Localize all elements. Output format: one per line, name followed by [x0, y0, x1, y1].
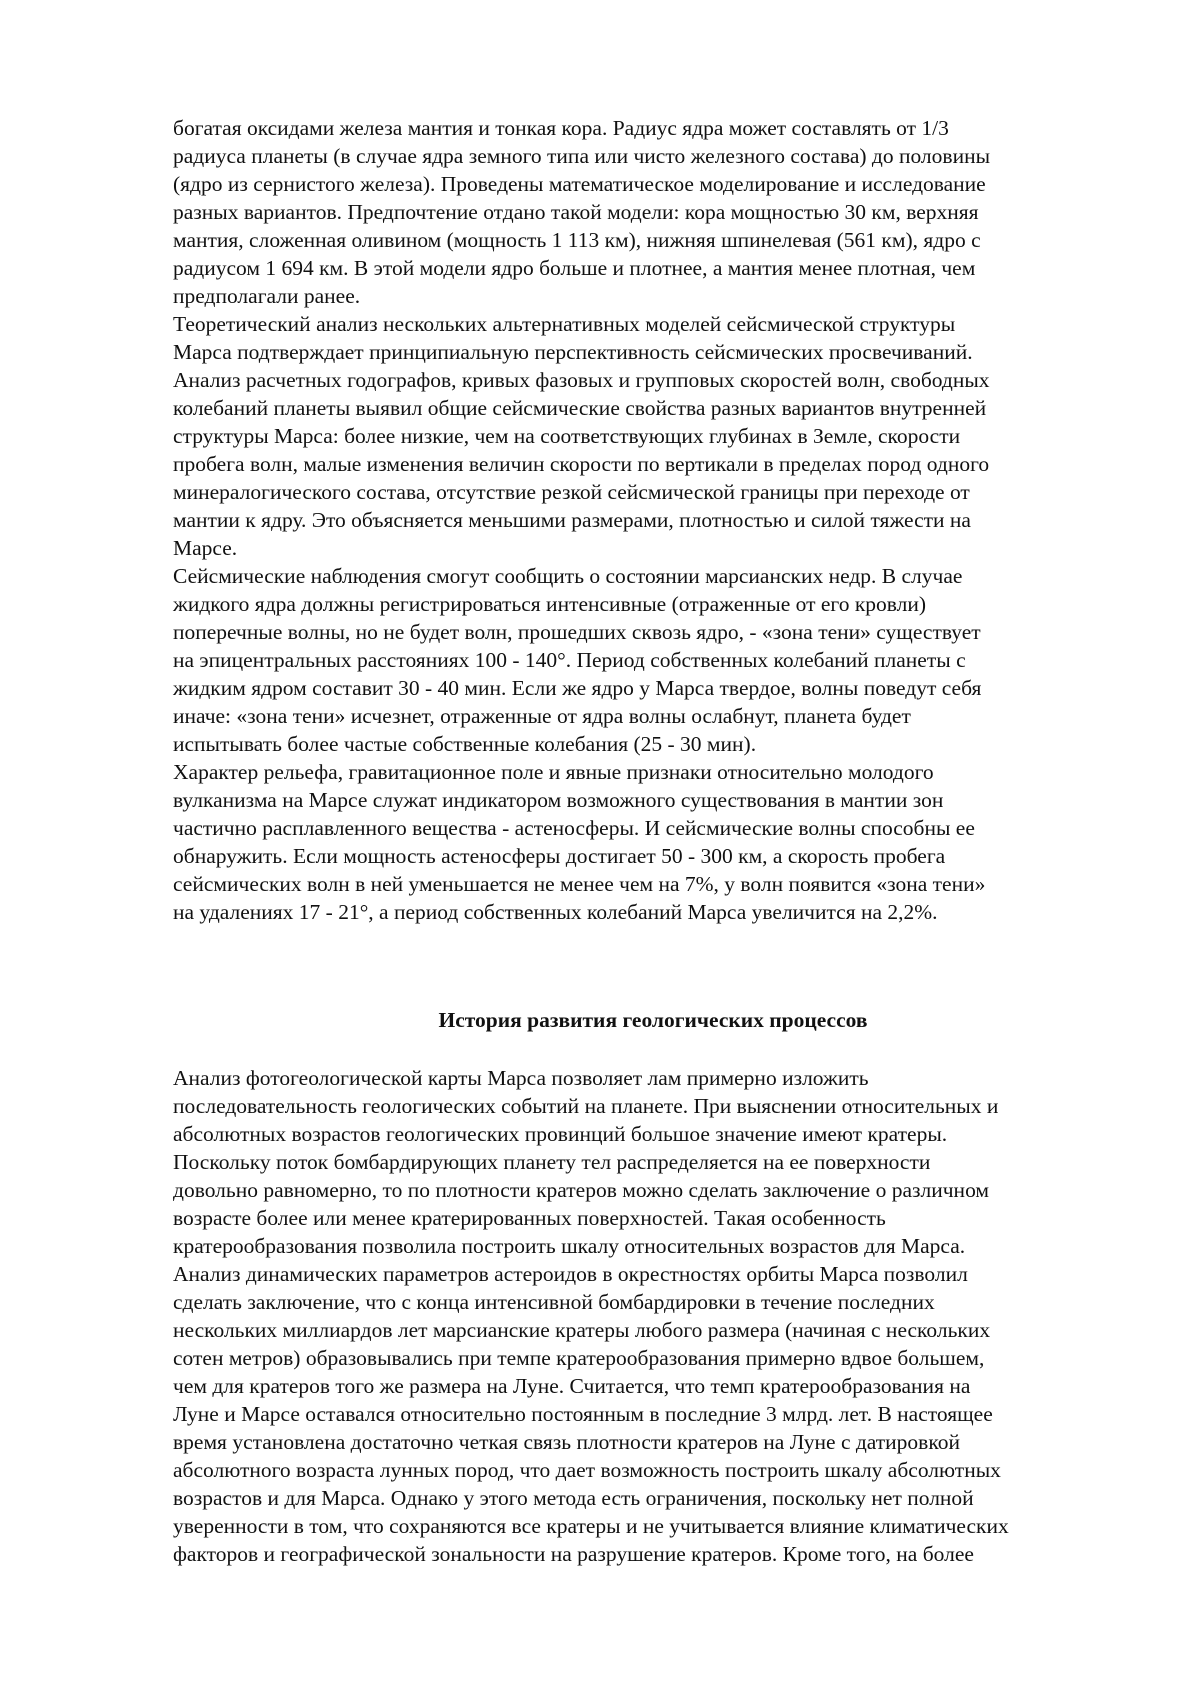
text-line: радиуса планеты (в случае ядра земного типа или чисто железного состава) до половины [173, 144, 991, 168]
text-line: Марсе. [173, 536, 238, 560]
text-line: Анализ фотогеологической карты Марса позволяет лам примерно изложить [173, 1066, 869, 1090]
text-line: сделать заключение, что с конца интенсивной бомбардировки в течение последних [173, 1290, 935, 1314]
text-line: на эпицентральных расстояниях 100 - 140°. Период собственных колебаний планеты с [173, 648, 966, 672]
text-line: жидким ядром составит 30 - 40 мин. Если же ядро у Марса твердое, волны поведут себя [173, 676, 982, 700]
text-line: (ядро из сернистого железа). Проведены математическое моделирование и исследование [173, 172, 986, 196]
text-line: уверенности в том, что сохраняются все кратеры и не учитывается влияние климатических [173, 1514, 1009, 1538]
text-line: частично расплавленного вещества - астеносферы. И сейсмические волны способны ее [173, 816, 975, 840]
text-line: Анализ расчетных годографов, кривых фазовых и групповых скоростей волн, свободных [173, 368, 990, 392]
text-line: Луне и Марсе оставался относительно постоянным в последние 3 млрд. лет. В настоящее [173, 1402, 993, 1426]
text-line: абсолютных возрастов геологических провинций большое значение имеют кратеры. [173, 1122, 948, 1146]
text-line: довольно равномерно, то по плотности кратеров можно сделать заключение о различном [173, 1178, 990, 1202]
text-line: чем для кратеров того же размера на Луне. Считается, что темп кратерообразования на [173, 1374, 971, 1398]
text-line: минералогического состава, отсутствие резкой сейсмической границы при переходе от [173, 480, 970, 504]
text-line: пробега волн, малые изменения величин скорости по вертикали в пределах пород одного [173, 452, 990, 476]
text-line: Характер рельефа, гравитационное поле и явные признаки относительно молодого [173, 760, 934, 784]
text-line: мантии к ядру. Это объясняется меньшими размерами, плотностью и силой тяжести на [173, 508, 971, 532]
text-line: структуры Марса: более низкие, чем на соответствующих глубинах в Земле, скорости [173, 424, 961, 448]
text-line: мантия, сложенная оливином (мощность 1 113 км), нижняя шпинелевая (561 км), ядро с [173, 228, 981, 252]
text-line: кратерообразования позволила построить шкалу относительных возрастов для Марса. [173, 1234, 966, 1258]
text-line: факторов и географической зональности на разрушение кратеров. Кроме того, на более [173, 1542, 974, 1566]
text-line: разных вариантов. Предпочтение отдано такой модели: кора мощностью 30 км, верхняя [173, 200, 979, 224]
text-line: иначе: «зона тени» исчезнет, отраженные от ядра волны ослабнут, планета будет [173, 704, 911, 728]
text-line: на удалениях 17 - 21°, а период собственных колебаний Марса увеличится на 2,2%. [173, 900, 938, 924]
text-line: Поскольку поток бомбардирующих планету тел распределяется на ее поверхности [173, 1150, 931, 1174]
text-line: возрастов и для Марса. Однако у этого метода есть ограничения, поскольку нет полной [173, 1486, 974, 1510]
text-line: последовательность геологических событий на планете. При выяснении относительных и [173, 1094, 999, 1118]
text-line: сейсмических волн в ней уменьшается не менее чем на 7%, у волн появится «зона тени» [173, 872, 986, 896]
text-line: время установлена достаточно четкая связь плотности кратеров на Луне с датировкой [173, 1430, 960, 1454]
text-section-geologic-history [173, 1064, 1133, 1568]
text-line: сотен метров) образовывались при темпе кратерообразования примерно вдвое большем, [173, 1346, 985, 1370]
text-line: колебаний планеты выявил общие сейсмические свойства разных вариантов внутренней [173, 396, 987, 420]
section-heading: История развития геологических процессов [438, 1008, 868, 1032]
text-section-seismic [173, 114, 1133, 926]
text-line: жидкого ядра должны регистрироваться интенсивные (отраженные от его кровли) [173, 592, 927, 616]
text-line: вулканизма на Марсе служат индикатором возможного существования в мантии зон [173, 788, 944, 812]
text-line: нескольких миллиардов лет марсианские кратеры любого размера (начиная с нескольких [173, 1318, 991, 1342]
text-line: Теоретический анализ нескольких альтернативных моделей сейсмической структуры [173, 312, 956, 336]
text-line: поперечные волны, но не будет волн, прошедших сквозь ядро, - «зона тени» существует [173, 620, 981, 644]
text-line: Сейсмические наблюдения смогут сообщить о состоянии марсианских недр. В случае [173, 564, 963, 588]
text-line: абсолютного возраста лунных пород, что дает возможность построить шкалу абсолютных [173, 1458, 1001, 1482]
text-line: предполагали ранее. [173, 284, 361, 308]
text-line: Марса подтверждает принципиальную перспективность сейсмических просвечиваний. [173, 340, 973, 364]
text-line: богатая оксидами железа мантия и тонкая кора. Радиус ядра может составлять от 1/3 [173, 116, 949, 140]
text-line: радиусом 1 694 км. В этой модели ядро больше и плотнее, а мантия менее плотная, чем [173, 256, 976, 280]
text-line: обнаружить. Если мощность астеносферы достигает 50 - 300 км, а скорость пробега [173, 844, 946, 868]
text-line: возрасте более или менее кратерированных поверхностей. Такая особенность [173, 1206, 886, 1230]
text-line: испытывать более частые собственные колебания (25 - 30 мин). [173, 732, 757, 756]
text-line: Анализ динамических параметров астероидов в окрестностях орбиты Марса позволил [173, 1262, 968, 1286]
